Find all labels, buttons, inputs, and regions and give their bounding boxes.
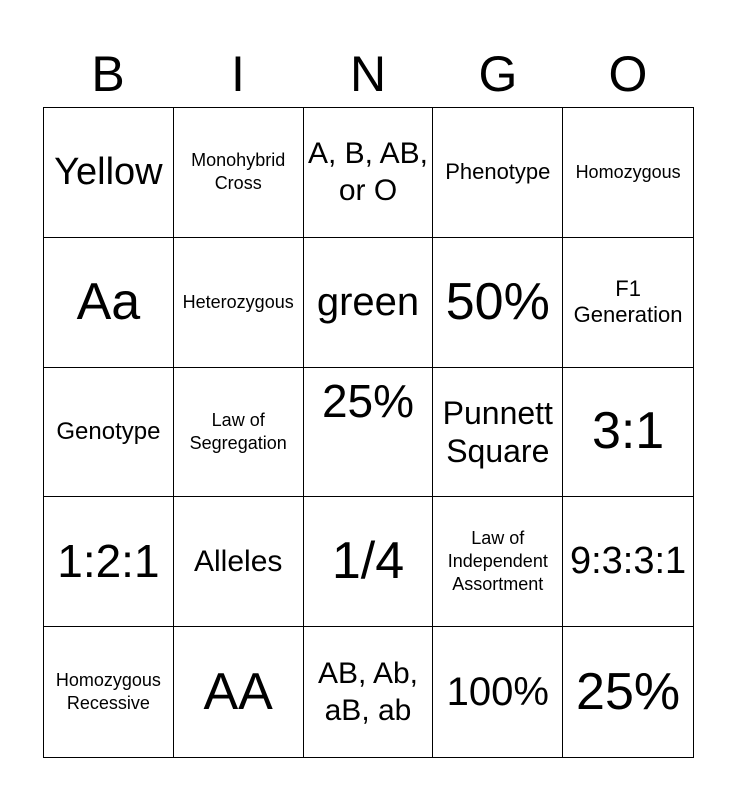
cell-text: Heterozygous [182,291,294,312]
cell-text: 3:1 [591,402,665,461]
header-letter-b: B [91,46,125,102]
bingo-cell [174,368,304,498]
cell-text: Genotype [56,418,161,446]
bingo-cell [44,238,174,368]
header-letter-n: N [349,46,387,102]
bingo-cell [304,238,434,368]
cell-text: AB, Ab, aB, ab [317,656,419,728]
bingo-cell [44,108,174,238]
cell-text: Phenotype [445,159,551,185]
bingo-cell [563,238,693,368]
cell-text: Homozygous Recessive [55,669,161,714]
cell-text: Law of Independent Assortment [447,527,548,595]
bingo-cell [304,108,434,238]
bingo-cell [174,108,304,238]
cell-text: Yellow [54,150,163,193]
header-letter-g: G [478,46,518,102]
cell-text: Law of Segregation [189,409,287,453]
bingo-cell [44,368,174,498]
bingo-cell [433,238,563,368]
bingo-cell [563,627,693,757]
bingo-cell [433,108,563,238]
bingo-cell [174,238,304,368]
cell-text: Homozygous [575,161,681,182]
cell-text: 1:2:1 [57,535,160,588]
cell-text: Monohybrid Cross [191,150,286,194]
bingo-cell [563,497,693,627]
cell-text: 9:3:3:1 [569,539,687,582]
cell-text: 25% [576,662,681,721]
bingo-cell [44,497,174,627]
cell-text: Alleles [194,545,283,579]
bingo-cell [304,368,434,498]
bingo-board [43,107,694,758]
cell-text: 100% [446,670,549,715]
bingo-cell [174,497,304,627]
cell-text: Aa [76,272,141,331]
cell-text: Punnett Square [442,394,553,469]
bingo-cell [433,627,563,757]
header-letter-o: O [608,46,648,102]
bingo-cell [174,627,304,757]
cell-text: F1 Generation [573,275,683,328]
bingo-header [43,40,693,108]
bingo-cell [44,627,174,757]
cell-text: A, B, AB, or O [307,136,429,208]
bingo-cell [563,368,693,498]
cell-text: AA [203,662,273,721]
cell-text: 50% [445,272,550,331]
bingo-cell [433,368,563,498]
bingo-cell [304,627,434,757]
bingo-cell [433,497,563,627]
cell-text: 1/4 [331,532,405,591]
bingo-cell [304,497,434,627]
cell-text: 25% [321,374,415,427]
header-letter-i: I [231,46,245,102]
bingo-cell [563,108,693,238]
cell-text: green [316,280,420,325]
